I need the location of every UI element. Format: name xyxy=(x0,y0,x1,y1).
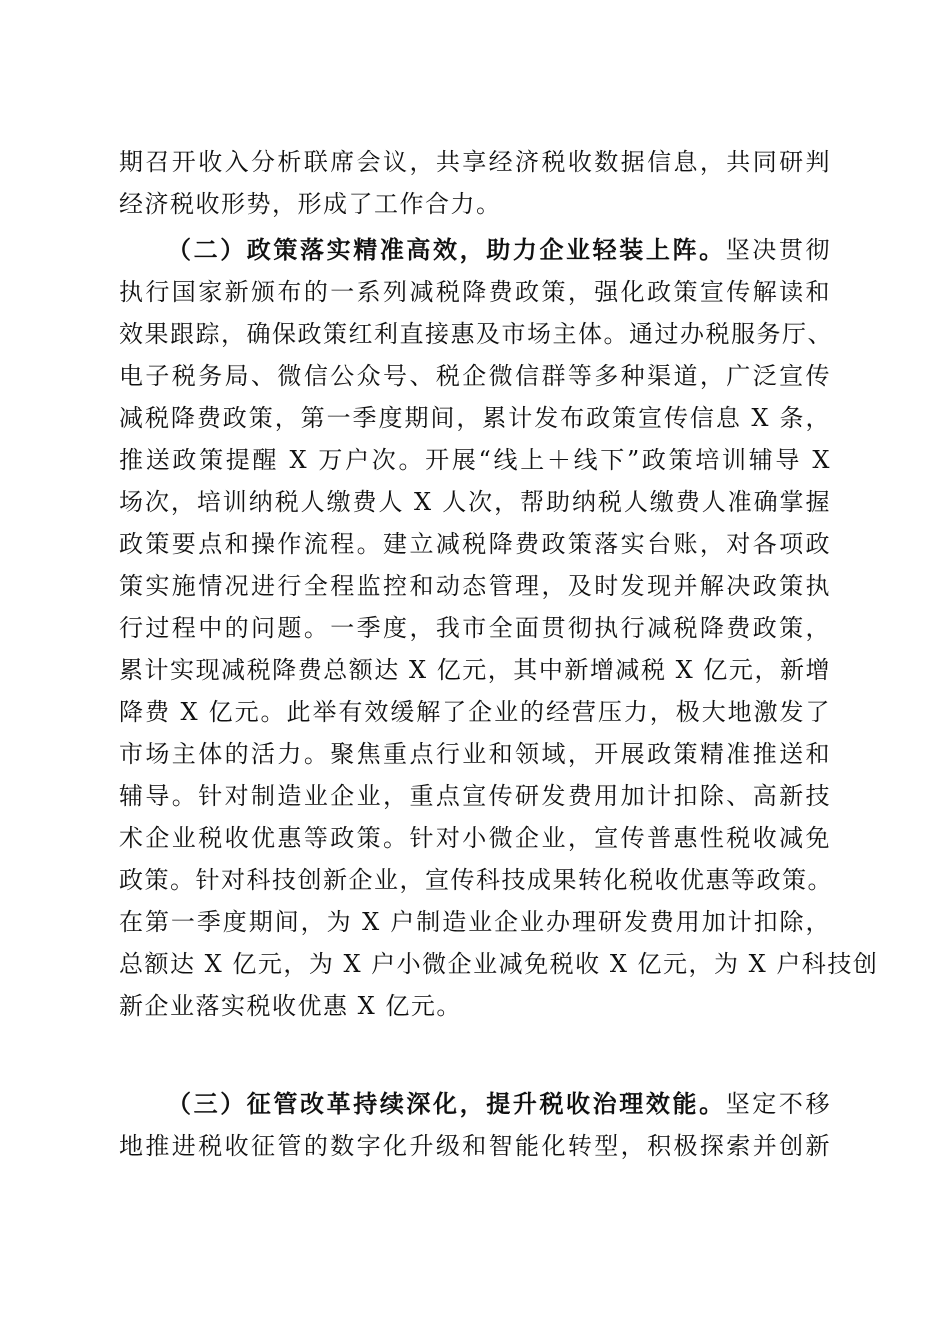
paragraph-policy-implementation xyxy=(119,229,879,1027)
text-line: 电子税务局、微信公众号、税企微信群等多种渠道，广泛宣传 xyxy=(119,362,831,390)
text-line: 地推进税收征管的数字化升级和智能化转型，积极探索并创新 xyxy=(119,1132,831,1160)
text-line: 场次，培训纳税人缴费人 X 人次，帮助纳税人缴费人准确掌握 xyxy=(119,488,831,516)
text-line: 政策。针对科技创新企业，宣传科技成果转化税收优惠等政策。 xyxy=(119,866,833,894)
text-line: 总额达 X 亿元，为 X 户小微企业减免税收 X 亿元，为 X 户科技创 xyxy=(119,950,879,978)
paragraph-collection-reform xyxy=(119,1083,831,1167)
text-line: 经济税收形势，形成了工作合力。 xyxy=(119,190,502,218)
text-fragment: 坚决贯彻 xyxy=(725,236,831,264)
paragraph-continuation xyxy=(119,141,831,225)
text-fragment: 坚定不移 xyxy=(725,1090,831,1118)
text-line: 术企业税收优惠等政策。针对小微企业，宣传普惠性税收减免 xyxy=(119,824,831,852)
text-line: 推送政策提醒 X 万户次。开展“线上＋线下”政策培训辅导 X xyxy=(119,446,831,474)
text-line: 政策要点和操作流程。建立减税降费政策落实台账，对各项政 xyxy=(119,530,831,558)
paragraph-first-line xyxy=(119,229,831,271)
text-line: 期召开收入分析联席会议，共享经济税收数据信息，共同研判 xyxy=(119,148,831,176)
text-line: 在第一季度期间，为 X 户制造业企业办理研发费用加计扣除， xyxy=(119,908,831,936)
text-line: 辅导。针对制造业企业，重点宣传研发费用加计扣除、高新技 xyxy=(119,782,831,810)
text-line: 累计实现减税降费总额达 X 亿元，其中新增减税 X 亿元，新增 xyxy=(119,656,831,684)
paragraph-first-line xyxy=(119,1083,831,1125)
text-line: 行过程中的问题。一季度，我市全面贯彻执行减税降费政策， xyxy=(119,614,831,642)
text-line: 策实施情况进行全程监控和动态管理，及时发现并解决政策执 xyxy=(119,572,831,600)
text-line: 执行国家新颁布的一系列减税降费政策，强化政策宣传解读和 xyxy=(119,278,831,306)
text-line: 效果跟踪，确保政策红利直接惠及市场主体。通过办税服务厅、 xyxy=(119,320,833,348)
section-heading: （二）政策落实精准高效，助力企业轻装上阵。 xyxy=(167,235,726,264)
text-line: 新企业落实税收优惠 X 亿元。 xyxy=(119,992,462,1020)
text-line: 市场主体的活力。聚焦重点行业和领域，开展政策精准推送和 xyxy=(119,740,831,768)
section-heading: （三）征管改革持续深化，提升税收治理效能。 xyxy=(167,1089,726,1118)
text-line: 降费 X 亿元。此举有效缓解了企业的经营压力，极大地激发了 xyxy=(119,698,831,726)
text-line: 减税降费政策，第一季度期间，累计发布政策宣传信息 X 条， xyxy=(119,404,831,432)
